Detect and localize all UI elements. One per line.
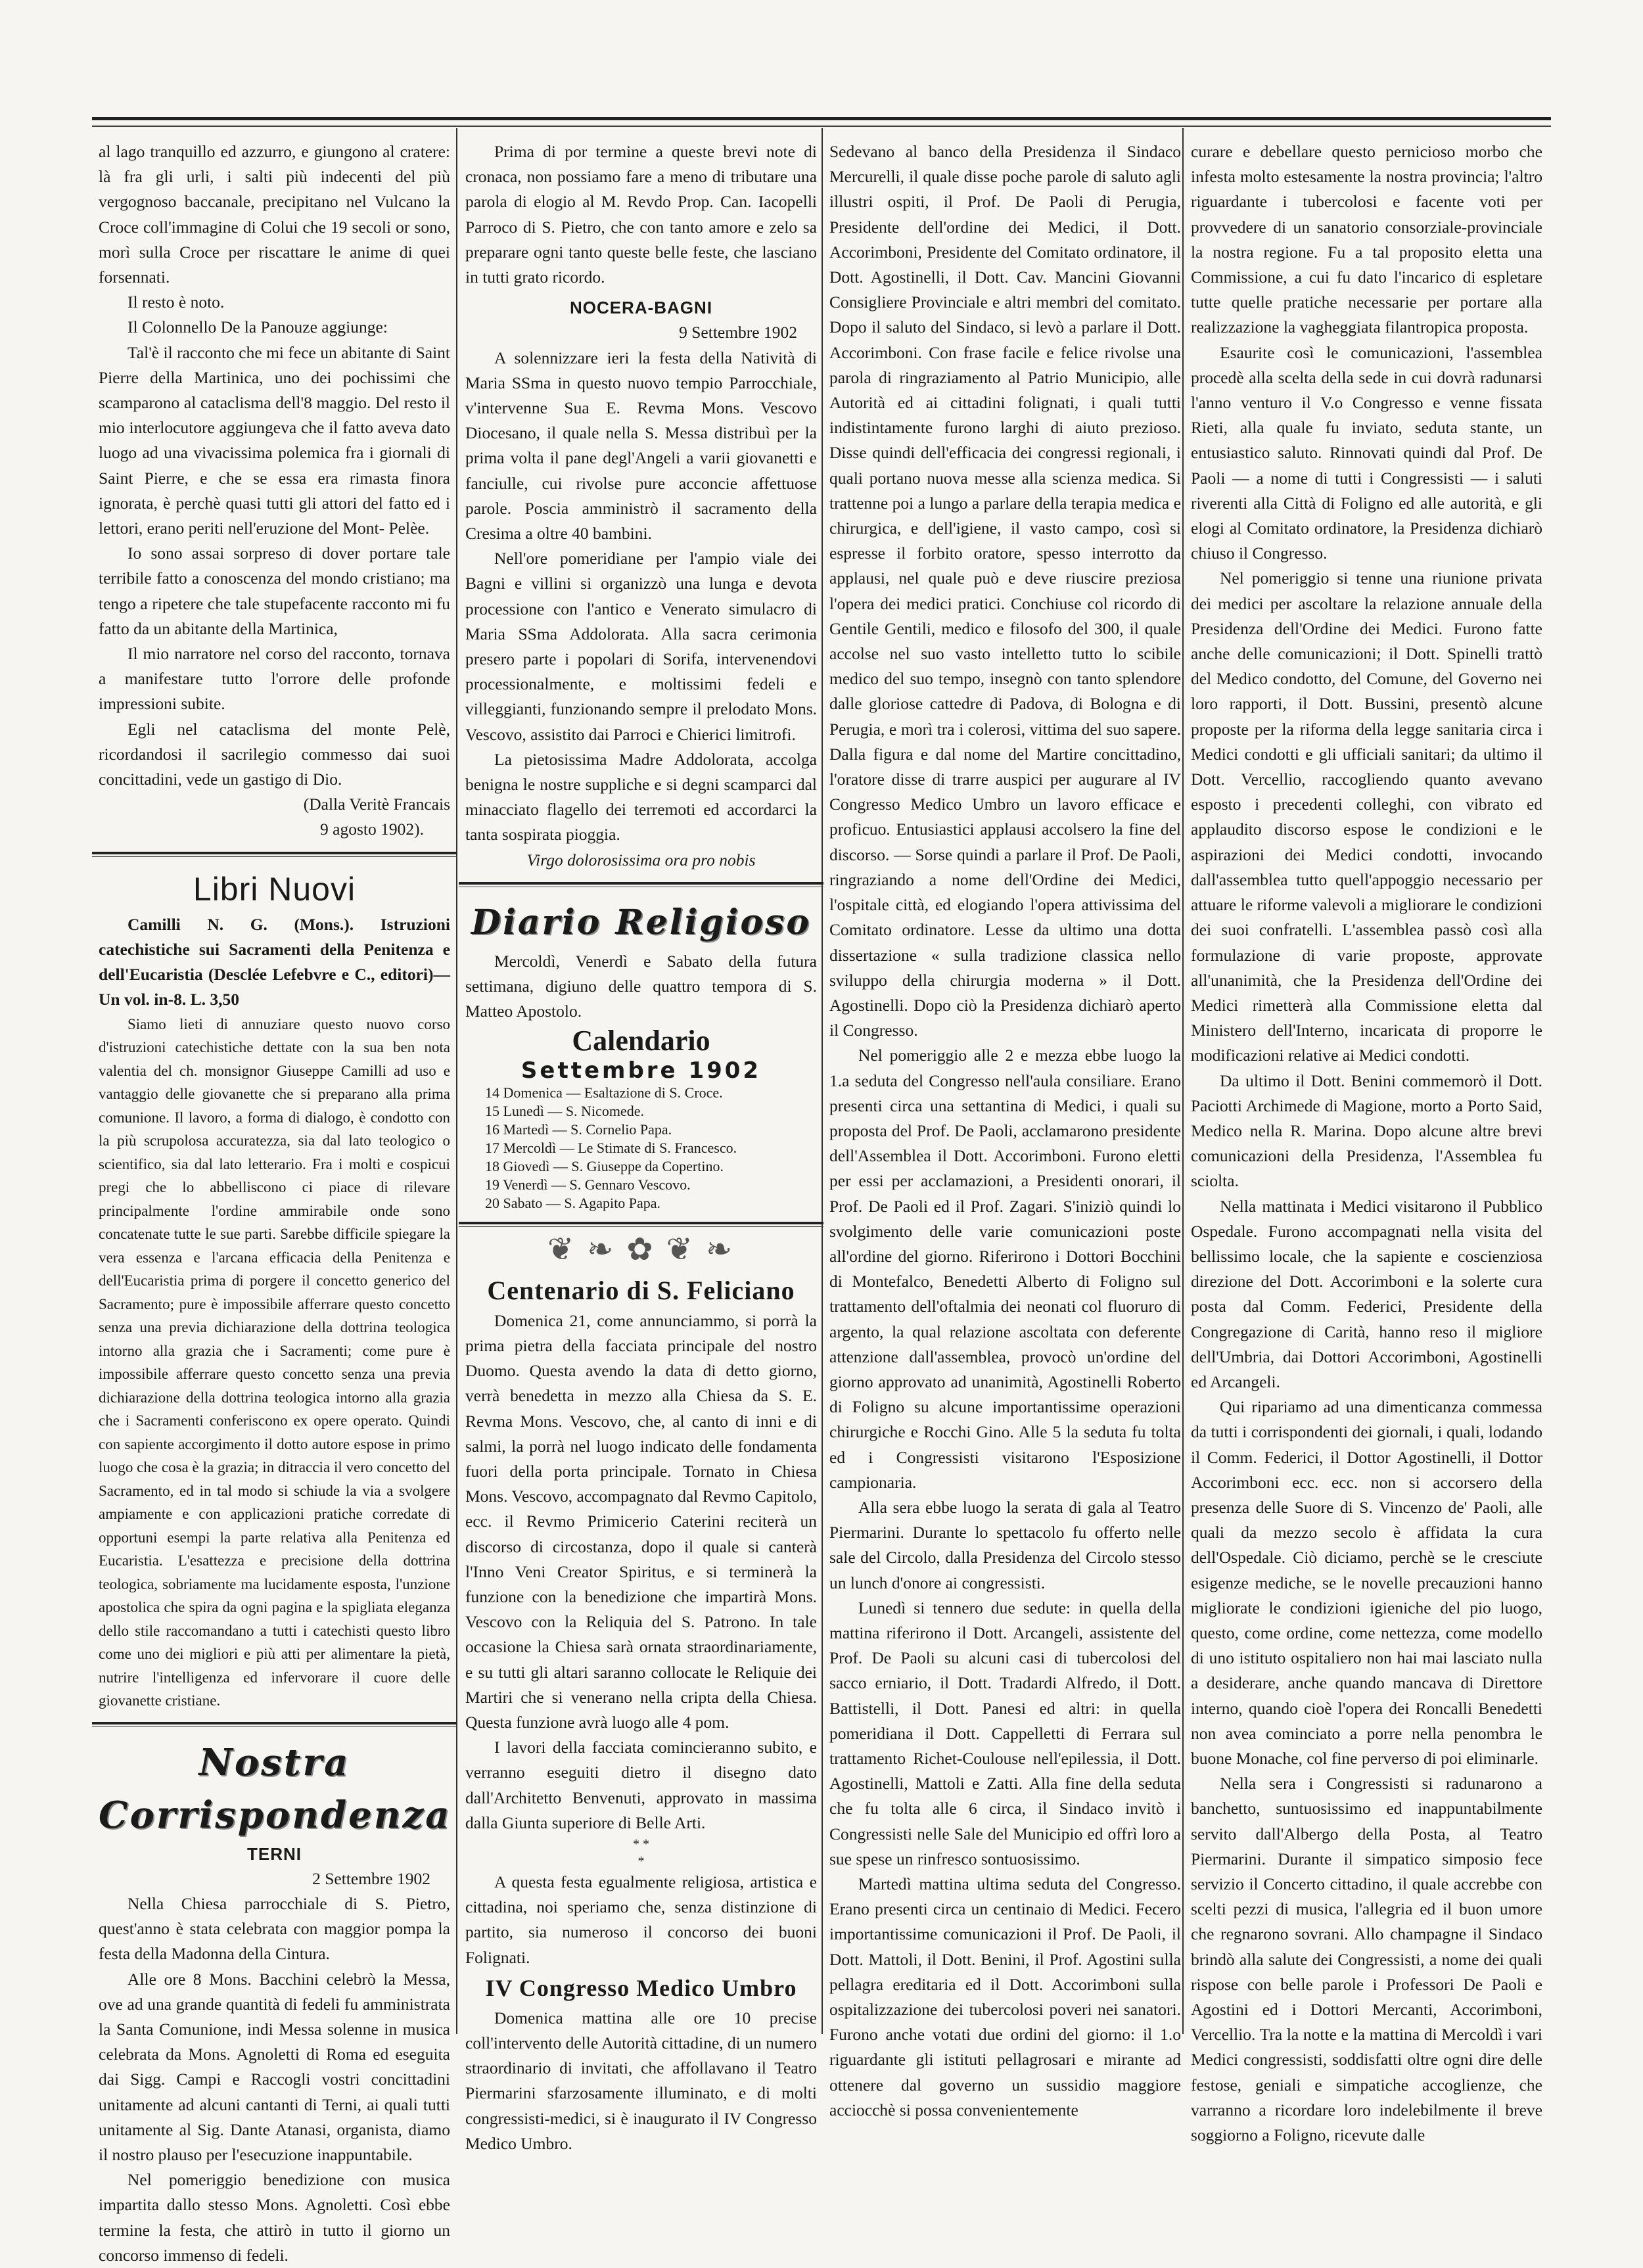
section-title-libri-nuovi: Libri Nuovi	[193, 870, 356, 908]
dateline-place: TERNI	[247, 1843, 302, 1864]
source-date: 9 agosto 1902).	[320, 820, 424, 839]
column-divider	[456, 128, 457, 2034]
column-4	[1191, 139, 1542, 2148]
paragraph: Il Colonnello De la Panouze aggiunge:	[127, 317, 388, 337]
section-title-diario-religioso: Diario Religioso	[471, 902, 812, 942]
column-3	[829, 139, 1181, 2123]
paragraph: curare e debellare questo pernicioso morbo che infesta molto estesamente la nostra provincia; l'altro riguardante i tubercolosi e facente voti per provvedere di un sanatorio consorziale-provinciale la nostra regione. Fu a tal proposito eletta una Commissione, a cui fu dato l'incarico di espletare tutte quelle pratiche necessarie per portare alla realizzazione la vagheggiata filantropica proposta.	[1191, 142, 1542, 337]
paragraph: Esaurite così le comunicazioni, l'assemblea procedè alla scelta della sede in cui dovrà radunarsi l'anno venturo il V.o Congresso e venne fissata Rieti, alla quale fu inviato, seduta stante, un entusiastico saluto. Rinnovati quindi dal Prof. De Paoli — a nome di tutti i Congressisti — i saluti riverenti alla Città di Foligno ed alle autorità, e gli elogi al Comitato ordinatore, la Presidenza dichiarò chiuso il Congresso.	[1191, 342, 1542, 563]
calendar-title: Calendario	[572, 1024, 710, 1057]
closing-prayer: Virgo dolorosissima ora pro nobis	[526, 850, 756, 869]
paragraph: Sedevano al banco della Presidenza il Sindaco Mercurelli, il quale disse poche parole di saluto agli illustri ospiti, il Prof. De Paoli di Perugia, Presidente dell'ordine dei Medici, il Dott. Accorimboni, Presidente del Comitato ordinatore, il Dott. Agostinelli, il Dott. Cav. Mancini Giovanni Consigliere Provinciale e altri membri del comitato. Dopo il saluto del Sindaco, si levò a parlare il Dott. Accorimboni. Con frase facile e felice rivolse una parola di ringraziamento al Patrio Municipio, alle Autorità ed ai cittadini folignati, i quali tutti indistintamente furono larghi di aiuto prezioso. Disse quindi dell'efficacia dei congressi regionali, i quali portano nuova messe alla scienza medica. Si trattenne poi a lungo a parlare della terapia medica e chirurgica, e dell'igiene, il vasto campo, così si espresse il forbito oratore, spesso interrotto da applausi, nel quale può e deve riuscire preziosa l'opera dei medici pratici. Conchiuse col ricordo di Gentile Gentili, medico e filosofo del 300, il quale accolse nel suo vasto intelletto tutto lo scibile medico del suo tempo, insegnò con tanto splendore dalle gloriose cattedre di Padova, di Bologna e di Perugia, e morì tra i colerosi, vittima del suo sapere. Dalla figura e dal nome del Martire concittadino, l'oratore disse di trarre auspici per augurare al IV Congresso Medico Umbro un lavoro efficace e proficuo. Entusiastici applausi accolsero la fine del discorso. — Sorse quindi a parlare il Prof. De Paoli, ringraziando a nome dell'Ordine dei Medici, l'ospitale città, ed elogiando l'opera attivissima del Comitato ordinatore. Lesse da ultimo una dotta dissertazione « sulla tradizione classica nello sviluppo della chirurgia moderna » il Dott. Agostinelli. Dopo ciò la Presidenza dichiarò aperto il Congresso.	[829, 142, 1181, 1040]
paragraph: Martedì mattina ultima seduta del Congresso. Erano presenti circa un centinaio di Medici. Fecero importantissime comunicazioni il Prof. De Paoli, il Dott. Mattoli, il Dott. Benini, il Prof. Agostini sulla pellagra ereditaria ed il Dott. Accorimboni sulla ospitalizzazione dei tubercolosi poveri nei sanatori. Furono anche votati due ordini del giorno: il 1.o riguardante gli istituti pellagrosari e mirante ad ottenere dal governo un sussidio maggiore acciocchè si possa convenientemente	[829, 1874, 1181, 2119]
calendar-day: 17 Mercoldì — Le Stimate di S. Francesco.	[485, 1139, 737, 1156]
source-citation: (Dalla Veritè Francais	[303, 795, 450, 814]
paragraph: Prima di por termine a queste brevi note di cronaca, non possiamo fare a meno di tributare una parola di elogio al M. Revdo Prop. Can. Iacopelli Parroco di S. Pietro, che con tanto amore e zelo sa preparare ogni tanto queste belle feste, che lasciano in tutti grato ricordo.	[465, 142, 817, 287]
paragraph: Nel pomeriggio si tenne una riunione privata dei medici per ascoltare la relazione annuale della Presidenza dell'Ordine dei Medici. Furono fatte anche delle comunicazioni; il Dott. Spinelli trattò del Medico condotto, del Comune, del Governo nei loro rapporti, il Dott. Bussini, presentò alcune proposte per la riforma della legge sanitaria circa i Medici condotti e gli ufficiali sanitari; da ultimo il Dott. Vercellio, raccogliendo quanto avevano esposto i precedenti colleghi, con vibrato ed applaudito discorso espose le condizioni e le aspirazioni dei Medici condotti, invocando dall'assemblea tutto quell'appoggio necessario per attuare le riforme valevoli a migliorare le condizioni dei suoi confratelli. L'assemblea passò così alla formulazione di varie proposte, approvate all'unanimità, che la Presidenza dell'Ordine dei Medici rimetterà alla Commissione eletta dal Ministero dell'Interno, incaricata di proporre le modificazioni relative ai Medici condotti.	[1191, 568, 1542, 1065]
column-2	[465, 139, 817, 2156]
paragraph: Nel pomeriggio benedizione con musica impartita dallo stesso Mons. Agnoletti. Così ebbe termine la festa, che attirò in tutto il giorno un concorso immenso di fedeli.	[99, 2170, 450, 2265]
section-title-congresso: IV Congresso Medico Umbro	[485, 1974, 797, 2001]
calendar-day: 15 Lunedì — S. Nicomede.	[485, 1102, 644, 1119]
section-divider	[92, 852, 457, 857]
paragraph: Nell'ore pomeridiane per l'ampio viale dei Bagni e villini si organizzò una lunga e devota processione con l'antico e Venerato simulacro di Maria SSma Addolorata. Alla sacra cerimonia presero parte i popolari di Sorifa, intervenendovi processionalmente, e moltissimi fedeli e villeggianti, funzionando sempre il prelodato Mons. Vescovo, assistito dai Parroci e Chierici limitrofi.	[465, 549, 817, 744]
paragraph: Tal'è il racconto che mi fece un abitante di Saint Pierre della Martinica, uno dei pochissimi che scamparono al cataclisma dell'8 maggio. Del resto il mio interlocutore aggiungeva che il fatto aveva dato luogo ad una vivacissima polemica fra i giornali di Saint Pierre, e che se essa era rimasta finora ignorata, è perchè quasi tutti gli attori del fatto ed i lettori, erano periti nell'eruzione del Mont- Pelèe.	[99, 342, 450, 538]
asterism: * * *	[633, 1836, 649, 1868]
calendar-day: 16 Martedì — S. Cornelio Papa.	[485, 1121, 672, 1138]
paragraph: La pietosissima Madre Addolorata, accolga benigna le nostre suppliche e si degni scamparci dal minacciato flagello dei terremoti ed accordarci la tanta sospirata pioggia.	[465, 749, 817, 845]
column-divider	[822, 128, 823, 2034]
paragraph: Il mio narratore nel corso del racconto, tornava a manifestare tutto l'orrore delle profonde impressioni subite.	[99, 644, 450, 714]
paragraph: Alla sera ebbe luogo la serata di gala al Teatro Piermarini. Durante lo spettacolo fu offerto nelle sale del Circolo, dalla Presidenza del Circolo stesso un lunch d'onore ai congressisti.	[829, 1497, 1181, 1592]
paragraph: Lunedì si tennero due sedute: in quella della mattina riferirono il Dott. Arcangeli, assistente del Prof. De Paoli su alcuni casi di tubercolosi del sacco erniario, il Dott. Tradardi Alfredo, il Dott. Battistelli, il Dott. Panesi ed altri: in quella pomeridiana il Dott. Cappelletti di Ferrara sul trattamento Richet-Coulouse nell'epilessia, il Dott. Agostinelli, Mattoli e Zatti. Alla fine della seduta che fu tolta alle 6 circa, il Sindaco invitò i Congressisti nelle Sale del Municipio ed offrì loro a sue spese un rinfresco sontuosissimo.	[829, 1598, 1181, 1868]
paragraph: Domenica mattina alle ore 10 precise coll'intervento delle Autorità cittadine, di un numero straordinario di invitati, che affollavano il Teatro Piermarini sfarzosamente illuminato, e di molti congressisti-medici, si è inaugurato il IV Congresso Medico Umbro.	[465, 2008, 817, 2153]
paragraph: Domenica 21, come annunciammo, si porrà la prima pietra della facciata principale del nostro Duomo. Questa avendo la data di detto giorno, verrà benedetta in mezzo alla Chiesa da S. E. Revma Mons. Vescovo, che, al canto di inni e di salmi, la porrà nel luogo indicato delle fondamenta fuori della porta principale. Tornato in Chiesa Mons. Vescovo, accompagnato dal Revmo Capitolo, ecc. il Revmo Primicerio Caterini reciterà un discorso di circostanza, dopo il quale si canterà l'Inno Veni Creator Spiritus, e si terminerà la funzione con la benedizione che impartirà Mons. Vescovo con la Reliquia del S. Patrono. In tale occasione la Chiesa sarà ornata straordinariamente, e su tutti gli altari saranno collocate le Reliquie dei Martiri che si venerano nella cripta della Chiesa. Questa funzione avrà luogo alle 4 pom.	[465, 1310, 817, 1732]
dateline-place: NOCERA-BAGNI	[569, 298, 713, 318]
paragraph: A questa festa egualmente religiosa, artistica e cittadina, noi speriamo che, senza distinzione di partito, sia numeroso il concorso dei buoni Folignati.	[465, 1872, 817, 1967]
calendar-month: Settembre 1902	[521, 1057, 762, 1084]
floral-ornament-icon: ❦ ❧ ✿ ❦ ❧	[547, 1232, 735, 1267]
section-title-centenario: Centenario di S. Feliciano	[487, 1275, 795, 1305]
paragraph: Il resto è noto.	[127, 292, 225, 312]
section-divider	[459, 1222, 823, 1227]
paragraph: Nel pomeriggio alle 2 e mezza ebbe luogo la 1.a seduta del Congresso nell'aula consiliare. Erano presenti circa una settantina di Medici, i quali su proposta del Prof. De Paoli, acclamarono presidente dell'Assemblea il Dott. Accorimboni. Furono eletti per essi per acclamazioni, a Presidenti onorari, il Prof. De Paoli ed il Prof. Zagari. S'iniziò quindi lo svolgimento delle varie comunicazioni poste all'ordine del giorno. Riferirono i Dottori Bocchini di Montefalco, Benedetti Alberto di Foligno sul trattamento dell'oftalmia dei neonati col fluoruro di argento, la qual relazione ascoltata con deferente attenzione dall'assemblea, provocò un'ordine del giorno approvato ad unanimità, Agostinelli Roberto di Foligno su alcune importantissime operazioni chirurgiche e Rocchi Gino. Alle 5 la seduta fu tolta ed i Congressisti visitarono l'Esposizione campionaria.	[829, 1046, 1181, 1492]
paragraph: Nella mattinata i Medici visitarono il Pubblico Ospedale. Furono accompagnati nella visita del bellissimo locale, che la sapiente e coscienziosa direzione del Dott. Accorimboni e la solerte cura posta dal Comm. Federici, Presidente della Congregazione di Carità, hanno reso il migliore dell'Umbria, dai Dottori Accorimboni, Agostinelli ed Arcangeli.	[1191, 1196, 1542, 1391]
paragraph: Alle ore 8 Mons. Bacchini celebrò la Messa, ove ad una grande quantità di fedeli fu amministrata la Santa Comunione, indi Messa solenne in musica celebrata da Mons. Agnoletti di Roma ed eseguita dai Sigg. Campi e Raccogli vostri concittadini unitamente ad alcuni cantanti di Terni, ai quali tutti unitamente al Sig. Dante Atanasi, organista, diamo il nostro plauso per l'esecuzione inappuntabile.	[99, 1969, 450, 2164]
paragraph: A solennizzare ieri la festa della Natività di Maria SSma in questo nuovo tempio Parrocchiale, v'intervenne Sua E. Revma Mons. Vescovo Diocesano, il quale nella S. Messa distribuì per la prima volta il pane degl'Angeli a varii giovanetti e fanciulle, cui rivolse pure acconcie affettuose parole. Poscia amministrò il sacramento della Cresima a oltre 40 bambini.	[465, 348, 817, 544]
paragraph: Egli nel cataclisma del monte Pelè, ricordandosi il sacrilegio commesso dai suoi concittadini, vede un gastigo di Dio.	[99, 719, 450, 789]
paragraph: al lago tranquillo ed azzurro, e giungono al cratere: là fra gli urli, i salti più indecenti del più vergognoso baccanale, precipitano nel Vulcano la Croce coll'immagine di Colui che 19 secoli or sono, morì sulla Croce per riscattare le anime di quei forsennati.	[99, 142, 450, 287]
paragraph: Mercoldì, Venerdì e Sabato della futura settimana, digiuno delle quattro tempora di S. Matteo Apostolo.	[465, 951, 817, 1021]
section-divider	[459, 882, 823, 887]
book-entry: Camilli N. G. (Mons.). Istruzioni catechistiche sui Sacramenti della Penitenza e dell'Eucaristia (Desclée Lefebvre e C., editori)— Un vol. in-8. L. 3,50	[99, 914, 450, 1009]
calendar-day: 19 Venerdì — S. Gennaro Vescovo.	[485, 1176, 691, 1193]
paragraph: Da ultimo il Dott. Benini commemorò il Dott. Paciotti Archimede di Magione, morto a Porto Said, Medico nella R. Marina. Dopo alcune altre brevi comunicazioni della Presidenza, l'Assemblea fu sciolta.	[1191, 1071, 1542, 1191]
paragraph: I lavori della facciata comincieranno subito, e verranno eseguiti dietro il disegno dato dall'Architetto Benvenuti, approvato in massima dalla Giunta superiore di Belle Arti.	[465, 1738, 817, 1832]
paragraph: Io sono assai sorpreso di dover portare tale terribile fatto a conoscenza del mondo cristiano; ma tengo a ripetere che tale stupefacente racconto mi fu fatto da un abitante della Martinica,	[99, 544, 450, 638]
calendar-day: 18 Giovedì — S. Giuseppe da Copertino.	[485, 1157, 724, 1174]
dateline-date: 9 Settembre 1902	[679, 323, 797, 342]
calendar-list	[465, 1084, 817, 1213]
calendar-day: 14 Domenica — Esaltazione di S. Croce.	[485, 1084, 723, 1101]
column-divider	[1182, 128, 1184, 2034]
dateline-date: 2 Settembre 1902	[312, 1868, 430, 1888]
section-title-corrispondenza: Nostra Corrispondenza	[99, 1740, 451, 1837]
book-review: Siamo lieti di annuziare questo nuovo corso d'istruzioni catechistiche dettate con la sua ben nota valentia del ch. monsignor Giuseppe Camilli ad uso e vantaggio delle giovanette che si preparano alla prima comunione. Il lavoro, a forma di dialogo, è condotto con la più scrupolosa accuratezza, sia dal lato teologico o scientifico, sia dal lato letterario. Fra i molti e cospicui pregi che lo abbelliscono ci piace di rilevare principalmente l'ordine ammirabile onde sono concatenate tutte le sue parti. Sarebbe difficile spiegare la vera essenza e l'arcana efficacia della Penitenza e dell'Eucaristia prima di porgere il concetto generico del Sacramento; pure è impossibile afferrare questo concetto senza una previa dichiarazione della dottrina teologica intorno alla grazia che i Sacramenti; come pure è impossibile afferrare questo concetto senza una previa dichiarazione della dottrina teologica intorno alla grazia che i Sacramenti conferiscono ex opere operato. Quindi con sapiente accorgimento il dotto autore espose in primo luogo che cosa è la grazia; in ditraccia il vero concetto del Sacramento, ed in tal modo si schiude la via a svolgere ampiamente e con applicazioni pratiche corredate di opportuni esempi la parte relativa alla Penitenza ed Eucaristia. L'esattezza e precisione della dottrina teologica, sobriamente ma lucidamente esposta, l'unzione apostolica che spira da ogni pagina e la spigliata eleganza dello stile raccomandano a tutti i catechisti questo libro come uno dei migliori e più atti per alimentare la pietà, nutrire l'intelligenza ed infervorare il cuore delle giovanette cristiane.	[99, 1015, 450, 1709]
paragraph: Nella sera i Congressisti si radunarono a banchetto, suntuosissimo ed inappuntabilmente servito dall'Albergo della Posta, al Teatro Piermarini. Durante il simpatico simposio fece servizio il Concerto cittadino, il quale accrebbe con scelti pezzi di musica, l'allegria ed il buon umore che regnarono sovrani. Allo champagne il Sindaco brindò alla salute dei Congressisti, a nome dei quali rispose con belle parole i Professori De Paoli e Agostini ed i Dottori Mercanti, Accorimboni, Vercellio. Tra la notte e la mattina di Mercoldì i vari Medici congressisti, soddisfatti oltre ogni dire delle festose, geniali e simpatiche accoglienze, che varranno a ricordare loro indelebilmente il breve soggiorno a Foligno, ricevute dalle	[1191, 1774, 1542, 2145]
masthead-rule	[92, 117, 1551, 127]
column-1	[99, 139, 450, 2268]
paragraph: Nella Chiesa parrocchiale di S. Pietro, quest'anno è stata celebrata con maggior pompa la festa della Madonna della Cintura.	[99, 1893, 450, 1964]
calendar-day: 20 Sabato — S. Agapito Papa.	[485, 1194, 661, 1211]
paragraph: Qui ripariamo ad una dimenticanza commessa da tutti i corrispondenti dei giornali, i quali, lodando il Comm. Federici, il Dottor Agostinelli, il Dottor Accorimboni ecc. ecc. non si accorsero della presenza delle Suore di S. Vincenzo de' Paoli, alle quali da mezzo secolo è affidata la cura dell'Ospedale. Ciò diciamo, perchè se le cresciute esigenze mediche, se le novelle precauzioni hanno migliorate le condizioni igieniche del pio luogo, questo, come ordine, come nettezza, come modello di uno istituto ospitaliero non hai mai lasciato nulla a desiderare, anche quando mancava di Direttore interno, quando cioè l'opera dei Roncalli Benedetti non avea cominciato a porre nella penombra le buone Monache, col fine perverso di poi eliminarle.	[1191, 1397, 1542, 1768]
section-divider	[92, 1722, 457, 1727]
